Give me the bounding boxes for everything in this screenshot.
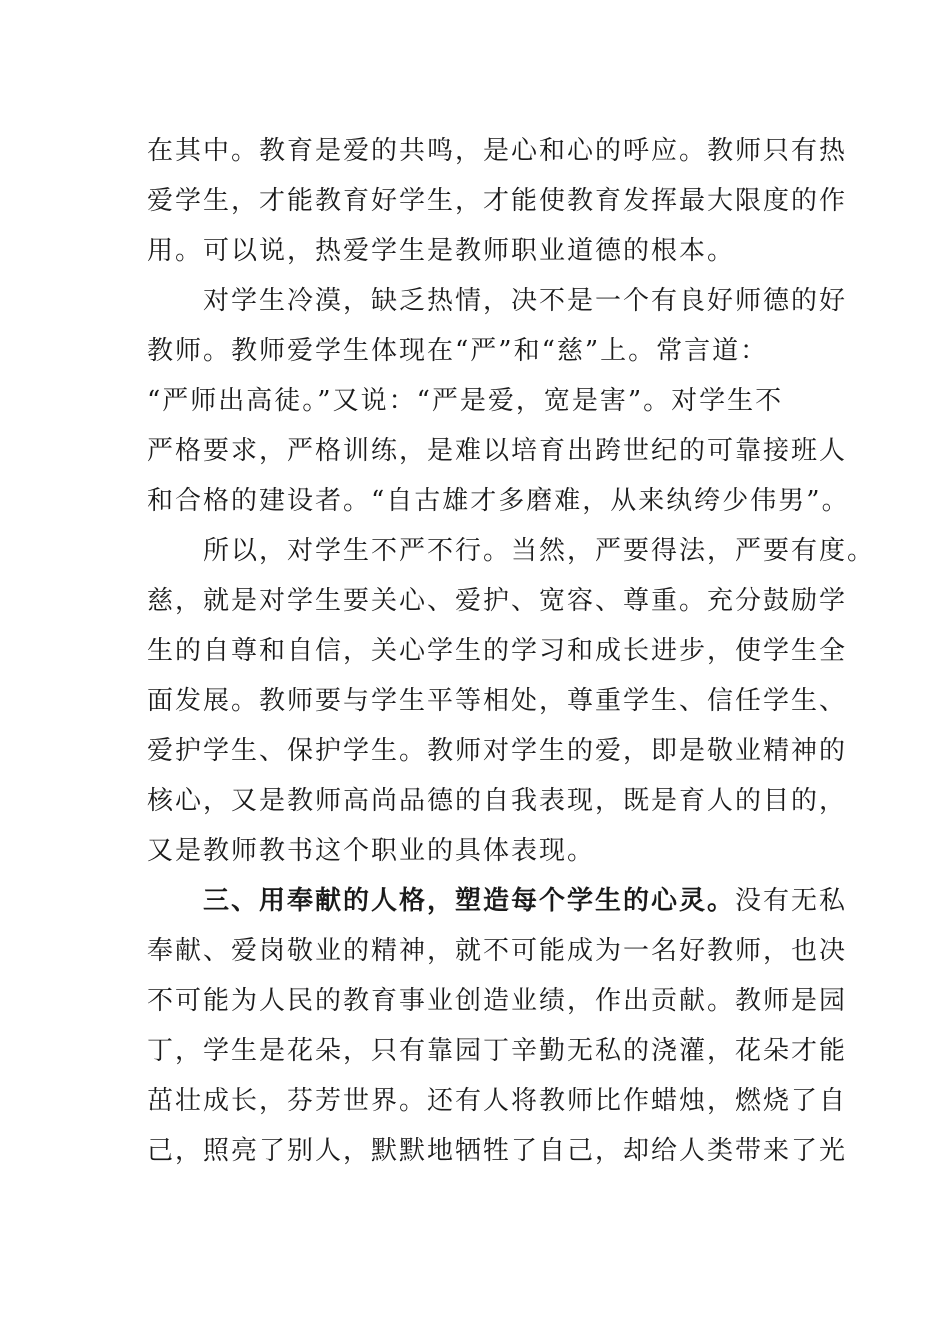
text-line: 慈，就是对学生要关心、爱护、宽容、尊重。充分鼓励学 bbox=[147, 586, 848, 616]
text-line: 奉献、爱岗敬业的精神，就不可能成为一名好教师，也决 bbox=[147, 936, 848, 966]
text-line: 面发展。教师要与学生平等相处，尊重学生、信任学生、 bbox=[147, 686, 848, 716]
text-line: 用。可以说，热爱学生是教师职业道德的根本。 bbox=[147, 236, 736, 266]
text-line: 所以，对学生不严不行。当然，严要得法，严要有度。 bbox=[147, 536, 876, 566]
text-line: 核心，又是教师高尚品德的自我表现，既是育人的目的， bbox=[147, 786, 848, 816]
section-heading: 三、用奉献的人格，塑造每个学生的心灵。 bbox=[203, 886, 736, 916]
text-line: 己，照亮了别人，默默地牺牲了自己，却给人类带来了光 bbox=[147, 1136, 848, 1166]
section-heading-line bbox=[147, 876, 848, 926]
text-line: 严格要求，严格训练，是难以培育出跨世纪的可靠接班人 bbox=[147, 436, 848, 466]
text-line: 丁，学生是花朵，只有靠园丁辛勤无私的浇灌，花朵才能 bbox=[147, 1036, 848, 1066]
text-line: 不可能为人民的教育事业创造业绩，作出贡献。教师是园 bbox=[147, 986, 848, 1016]
text-line: 茁壮成长，芬芳世界。还有人将教师比作蜡烛，燃烧了自 bbox=[147, 1086, 848, 1116]
text-line: 教师。教师爱学生体现在“严”和“慈”上。常言道： bbox=[147, 336, 769, 366]
text-line: 生的自尊和自信，关心学生的学习和成长进步，使学生全 bbox=[147, 636, 848, 666]
heading-line-rest: 没有无私 bbox=[735, 886, 848, 916]
text-line: 爱护学生、保护学生。教师对学生的爱，即是敬业精神的 bbox=[147, 736, 848, 766]
text-line: 对学生冷漠，缺乏热情，决不是一个有良好师德的好 bbox=[147, 286, 848, 316]
text-line: 又是教师教书这个职业的具体表现。 bbox=[147, 836, 596, 866]
text-line: “严师出高徒。”又说：“严是爱，宽是害”。对学生不 bbox=[147, 386, 784, 416]
heading-indent bbox=[147, 886, 203, 916]
body-text bbox=[147, 126, 876, 1176]
text-line: 在其中。教育是爱的共鸣，是心和心的呼应。教师只有热 bbox=[147, 136, 848, 166]
text-line: 爱学生，才能教育好学生，才能使教育发挥最大限度的作 bbox=[147, 186, 848, 216]
text-line: 和合格的建设者。“自古雄才多磨难，从来纨绔少伟男”。 bbox=[147, 486, 850, 516]
